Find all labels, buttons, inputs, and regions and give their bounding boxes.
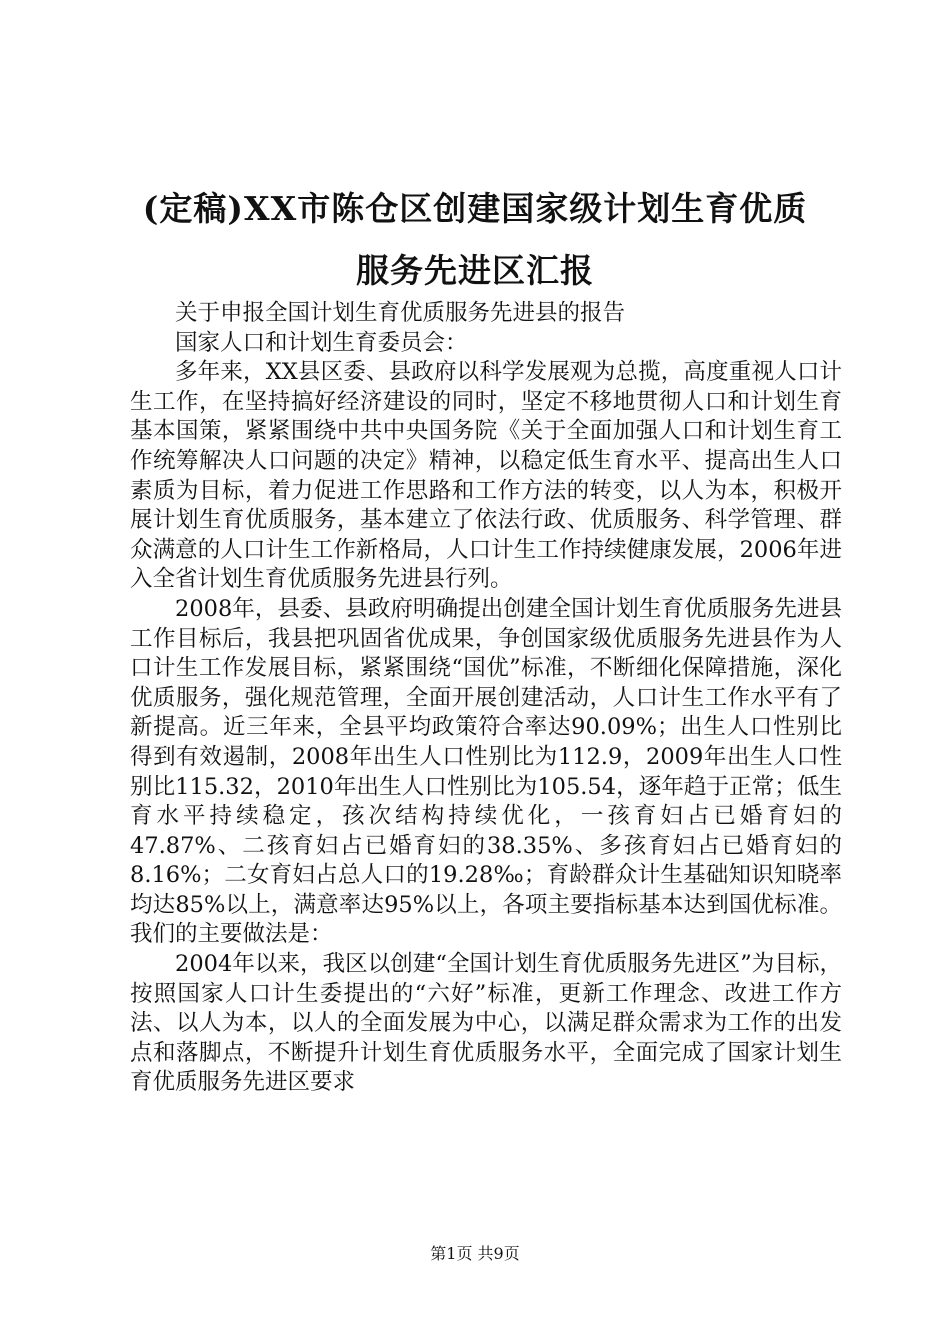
document-body <box>130 299 842 1098</box>
document-title <box>100 178 850 302</box>
body-paragraph: 2004年以来，我区以创建“全国计划生育优质服务先进区”为目标，按照国家人口计生委提出的“六好”标准，更新工作理念、改进工作方法、以人为本，以人的全面发展为中心，以满足群众需求为工作的出发点和落脚点，不断提升计划生育优质服务水平，全面完成了国家计划生育优质服务先进区要求 <box>130 951 842 1096</box>
body-paragraph: 2008年，县委、县政府明确提出创建全国计划生育优质服务先进县工作目标后，我县把巩固省优成果，争创国家级优质服务先进县作为人口计生工作发展目标，紧紧围绕“国优”标准，不断细化保障措施，深化优质服务，强化规范管理，全面开展创建活动，人口计生工作水平有了新提高。近三年来，全县平均政策符合率达90.09%；出生人口性别比得到有效遏制，2008年出生人口性别比为112.9，2009年出生人口性别比115.32，2010年出生人口性别比为105.54，逐年趋于正常；低生育水平持续稳定，孩次结构持续优化，一孩育妇占已婚育妇的47.87%、二孩育妇占已婚育妇的38.35%、多孩育妇占已婚育妇的8.16%；二女育妇占总人口的19.28‰；育龄群众计生基础知识知晓率均达85%以上，满意率达95%以上，各项主要指标基本达到国优标准。我们的主要做法是： <box>130 595 842 948</box>
title-line-1: (定稿)XX市陈仓区创建国家级计划生育优质 <box>142 189 808 228</box>
report-heading: 关于申报全国计划生育优质服务先进县的报告 <box>175 300 626 326</box>
page-number-footer: 第1页 共9页 <box>430 1244 520 1263</box>
body-paragraph: 多年来，XX县区委、县政府以科学发展观为总揽，高度重视人口计生工作，在坚持搞好经济建设的同时，坚定不移地贯彻人口和计划生育基本国策，紧紧围绕中共中央国务院《关于全面加强人口和计划生育工作统筹解决人口问题的决定》精神，以稳定低生育水平、提高出生人口素质为目标，着力促进工作思路和工作方法的转变，以人为本，积极开展计划生育优质服务，基本建立了依法行政、优质服务、科学管理、群众满意的人口计生工作新格局，人口计生工作持续健康发展，2006年进入全省计划生育优质服务先进县行列。 <box>130 359 842 593</box>
salutation: 国家人口和计划生育委员会： <box>175 329 468 356</box>
title-line-2: 服务先进区汇报 <box>356 251 594 290</box>
